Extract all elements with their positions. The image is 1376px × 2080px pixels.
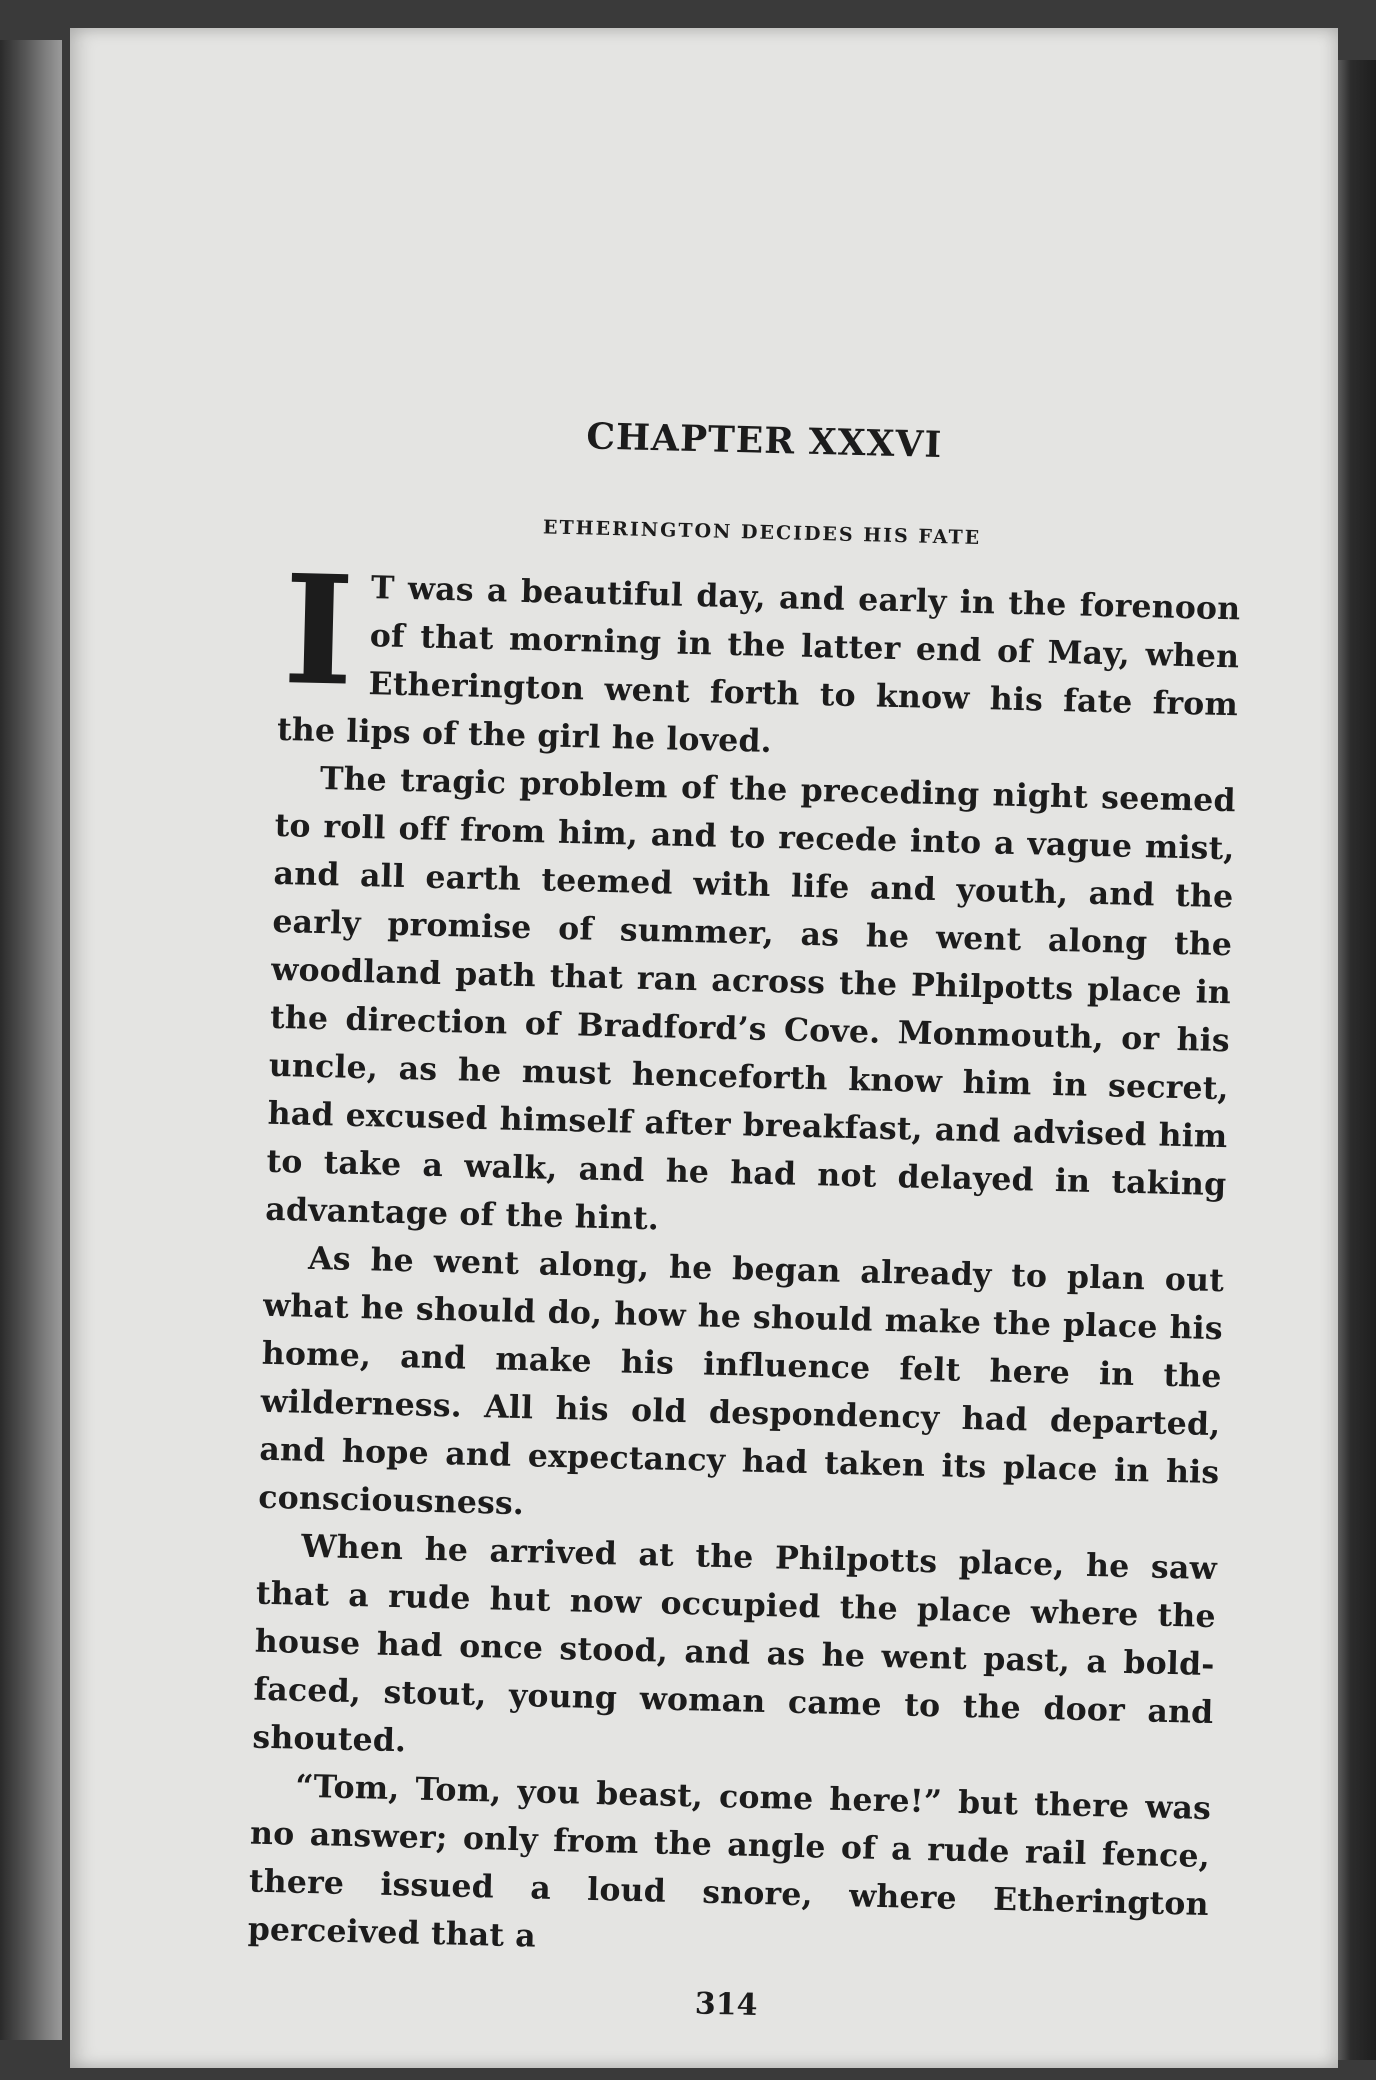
book-fore-edge <box>1334 60 1376 2060</box>
paragraph-4: When he arrived at the Philpotts place, he saw that a rude hut now occupied the place where the house had once stood, and as he went past, a bold-faced, stout, young woman came to the door and shouted. <box>252 1527 1218 1760</box>
page-sheet <box>70 28 1338 2068</box>
chapter-subtitle: ETHERINGTON DECIDES HIS FATE <box>542 516 982 550</box>
paragraph-5: “Tom, Tom, you beast, come here!” but there was no answer; only from the angle of a rude rail fence, there issued a loud snore, where Etherington perceived that a <box>247 1767 1212 1955</box>
page-content <box>246 408 1245 2034</box>
paragraph-2: The tragic problem of the preceding night seemed to roll off from him, and to recede into a vague mist, and all earth teemed with life and youth, and the early promise of summer, as he went along the woodland path that ran across the Philpotts place in the direction of Bradford’s Cove. Monmouth, or his uncle, as he must henceforth know him in secret, had excused himself after breakfast, and advised him to take a walk, and he had not delayed in taking advantage of the hint. <box>264 759 1237 1238</box>
paragraph-1-text: T was a beautiful day, and early in the forenoon of that morning in the latter end of May, when Etherington went forth to know his fate from the lips of the girl he loved. <box>276 569 1241 760</box>
page-number: 314 <box>694 1986 758 2024</box>
book-spine-edge <box>0 40 62 2040</box>
drop-cap: I <box>281 542 357 720</box>
paragraph-1 <box>276 542 1241 777</box>
chapter-title: CHAPTER XXXVI <box>585 415 943 467</box>
paragraph-3: As he went along, he began already to plan out what he should do, how he should make the place his home, and make his influence felt here in the wilderness. All his old despondency had departed, and hope and expectancy had taken its place in his consciousness. <box>257 1239 1225 1523</box>
